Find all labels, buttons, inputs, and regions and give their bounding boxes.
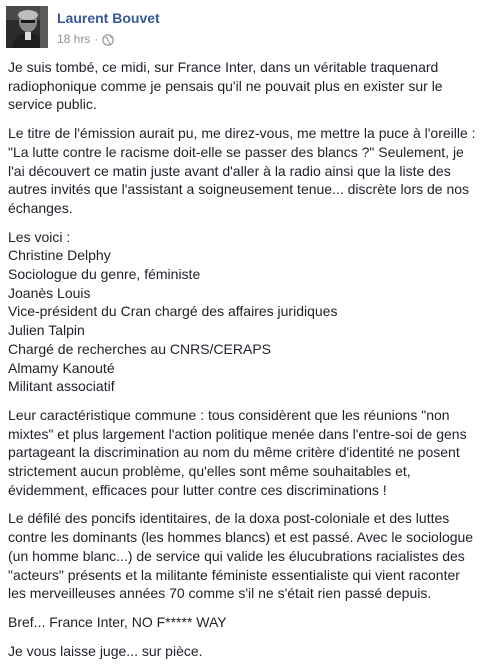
paragraph-line: l'ai découvert ce matin juste avant d'aller à la radio ainsi que la liste des bbox=[8, 162, 451, 179]
paragraph-line: Joanès Louis bbox=[8, 284, 91, 301]
post-paragraph bbox=[8, 642, 486, 661]
paragraph-line: Le défilé des poncifs identitaires, de la doxa post-coloniale et des luttes bbox=[8, 510, 450, 527]
globe-icon-graphic bbox=[102, 34, 114, 46]
post-meta bbox=[57, 30, 114, 46]
paragraph-line: Je vous laisse juge... sur pièce. bbox=[8, 642, 203, 659]
paragraph-line: autres invités que l'assistant a soigneusement tenue... discrète lors de nos bbox=[8, 181, 470, 198]
post-header bbox=[6, 6, 486, 50]
paragraph-line: Julien Talpin bbox=[8, 322, 85, 339]
post-paragraph bbox=[8, 613, 486, 632]
avatar-photo bbox=[6, 6, 48, 48]
paragraph-line: Les voici : bbox=[8, 228, 71, 245]
paragraph-line: radiophonique comme je pensais qu'il ne pouvait plus en exister sur le bbox=[8, 77, 443, 94]
post-paragraph bbox=[8, 406, 486, 500]
paragraph-line: Le titre de l'émission aurait pu, me direz-vous, me mettre la puce à l'oreille : bbox=[8, 125, 476, 142]
author-name-link[interactable]: Laurent Bouvet bbox=[57, 10, 160, 26]
globe-icon[interactable] bbox=[102, 31, 114, 47]
paragraph-line: "acteurs" présents et la militante féministe essentialiste qui vient raconter bbox=[8, 566, 460, 583]
post-timestamp-link[interactable]: 18 hrs bbox=[57, 31, 91, 46]
post-paragraph bbox=[8, 509, 486, 603]
paragraph-line: Bref... France Inter, NO F***** WAY bbox=[8, 613, 227, 630]
paragraph-line: partageant la discrimination au nom du même critère d'identité ne posent bbox=[8, 444, 460, 461]
paragraph-line: mixtes" et plus largement l'action politique menée dans l'entre-soi de gens bbox=[8, 425, 467, 442]
paragraph-line: Je suis tombé, ce midi, sur France Inter, dans un véritable traquenard bbox=[8, 59, 439, 75]
paragraph-line: Leur caractéristique commune : tous considèrent que les réunions "non bbox=[8, 406, 450, 423]
paragraph-line: Sociologue du genre, féministe bbox=[8, 266, 201, 283]
post-paragraph bbox=[8, 58, 486, 114]
paragraph-line: évidemment, efficaces pour lutter contre ces discriminations ! bbox=[8, 481, 387, 498]
meta-separator: · bbox=[94, 31, 99, 46]
post-paragraph bbox=[8, 124, 486, 218]
paragraph-line: Militant associatif bbox=[8, 378, 115, 395]
paragraph-line: Almamy Kanouté bbox=[8, 359, 115, 376]
paragraph-line: service public. bbox=[8, 96, 97, 113]
paragraph-line: contre les dominants (les hommes blancs) et est passé. Avec le sociologue bbox=[8, 529, 474, 546]
paragraph-line: (un homme blanc...) de service qui valide les élucubrations racialistes des bbox=[8, 547, 465, 564]
paragraph-line: échanges. bbox=[8, 199, 73, 216]
author-avatar[interactable] bbox=[6, 6, 48, 48]
post-body-text bbox=[8, 58, 486, 670]
paragraph-line: Vice-président du Cran chargé des affaires juridiques bbox=[8, 303, 338, 320]
paragraph-line: Chargé de recherches au CNRS/CERAPS bbox=[8, 340, 272, 357]
post-paragraph bbox=[8, 228, 486, 396]
paragraph-line: Christine Delphy bbox=[8, 247, 111, 264]
paragraph-line: strictement aucun problème, qu'elles sont même souhaitables et, bbox=[8, 463, 411, 480]
paragraph-line: les merveilleuses années 70 comme s'il ne s'était rien passé depuis. bbox=[8, 585, 432, 602]
paragraph-line: "La lutte contre le racisme doit-elle se passer des blancs ?" Seulement, je bbox=[8, 143, 464, 160]
